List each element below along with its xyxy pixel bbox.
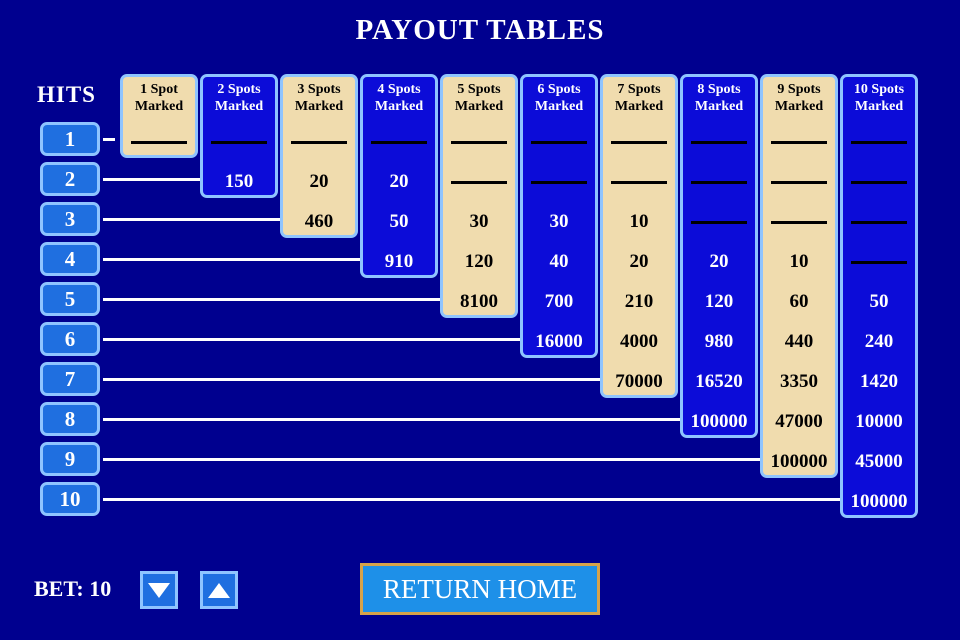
- payout-cell: 30: [469, 211, 489, 232]
- payout-column-3: [280, 74, 358, 238]
- empty-cell-rule: [771, 181, 827, 184]
- payout-cell: 10000: [855, 411, 903, 432]
- connector-line: [103, 338, 520, 341]
- payout-cell: 60: [789, 291, 809, 312]
- payout-column-header: 3 Spots Marked: [294, 82, 344, 114]
- empty-cell-rule: [611, 141, 667, 144]
- payout-cell: 10: [629, 211, 649, 232]
- payout-column-5: [440, 74, 518, 318]
- payout-column-9: [760, 74, 838, 478]
- payout-column-header: 9 Spots Marked: [774, 82, 824, 114]
- payout-cell: 980: [704, 331, 734, 352]
- empty-cell-rule: [851, 261, 907, 264]
- payout-cell: 910: [384, 251, 414, 272]
- empty-cell-rule: [131, 141, 187, 144]
- connector-line: [103, 178, 200, 181]
- connector-line: [103, 378, 600, 381]
- payout-cell: 20: [629, 251, 649, 272]
- hit-button-label: 2: [64, 166, 76, 191]
- hit-button-label: 10: [59, 486, 81, 511]
- payout-cell: 4000: [620, 331, 658, 352]
- payout-cell: 16000: [535, 331, 583, 352]
- payout-column-header: 5 Spots Marked: [454, 82, 504, 114]
- payout-cell: 150: [224, 171, 254, 192]
- hit-button-label: 4: [64, 246, 76, 271]
- hit-button-label: 7: [64, 366, 76, 391]
- bet-decrease-button[interactable]: [140, 571, 178, 609]
- hit-button-5[interactable]: [40, 282, 100, 316]
- payout-cell: 100000: [690, 411, 748, 432]
- payout-column-header: 8 Spots Marked: [694, 82, 744, 114]
- payout-column-2: [200, 74, 278, 198]
- connector-line: [103, 458, 760, 461]
- payout-cell: 40: [549, 251, 569, 272]
- payout-cell: 45000: [855, 451, 903, 472]
- connector-line: [103, 418, 680, 421]
- empty-cell-rule: [771, 141, 827, 144]
- empty-cell-rule: [611, 181, 667, 184]
- payout-column-header: 2 Spots Marked: [214, 82, 264, 114]
- hit-button-7[interactable]: [40, 362, 100, 396]
- payout-column-1: [120, 74, 198, 158]
- payout-column-header: 7 Spots Marked: [614, 82, 664, 114]
- payout-cell: 460: [304, 211, 334, 232]
- hit-button-6[interactable]: [40, 322, 100, 356]
- empty-cell-rule: [451, 181, 507, 184]
- hits-column-label: HITS: [37, 82, 96, 107]
- empty-cell-rule: [691, 221, 747, 224]
- payout-cell: 100000: [770, 451, 828, 472]
- payout-column-10: [840, 74, 918, 518]
- hit-button-label: 9: [64, 446, 76, 471]
- empty-cell-rule: [771, 221, 827, 224]
- empty-cell-rule: [531, 181, 587, 184]
- payout-column-header: 6 Spots Marked: [534, 82, 584, 114]
- hit-button-2[interactable]: [40, 162, 100, 196]
- hit-button-label: 3: [64, 206, 76, 231]
- payout-cell: 440: [784, 331, 814, 352]
- payout-column-6: [520, 74, 598, 358]
- triangle-down-icon: [148, 583, 170, 598]
- empty-cell-rule: [851, 181, 907, 184]
- return-home-button[interactable]: RETURN HOME: [360, 563, 600, 615]
- empty-cell-rule: [851, 221, 907, 224]
- payout-column-header: 10 Spots Marked: [853, 82, 905, 114]
- payout-cell: 16520: [695, 371, 743, 392]
- payout-cell: 210: [624, 291, 654, 312]
- connector-line: [103, 298, 440, 301]
- hit-button-10[interactable]: [40, 482, 100, 516]
- empty-cell-rule: [451, 141, 507, 144]
- empty-cell-rule: [531, 141, 587, 144]
- payout-cell: 8100: [460, 291, 498, 312]
- bet-label: [34, 576, 111, 602]
- hit-button-label: 5: [64, 286, 76, 311]
- hit-button-8[interactable]: [40, 402, 100, 436]
- empty-cell-rule: [371, 141, 427, 144]
- hit-button-4[interactable]: [40, 242, 100, 276]
- payout-column-header: 1 Spot Marked: [134, 82, 184, 114]
- hit-button-3[interactable]: [40, 202, 100, 236]
- connector-line: [103, 218, 280, 221]
- hit-button-1[interactable]: [40, 122, 100, 156]
- empty-cell-rule: [691, 141, 747, 144]
- connector-line: [103, 498, 840, 501]
- connector-line: [103, 258, 360, 261]
- hit-button-label: 8: [64, 406, 76, 431]
- payout-cell: 10: [789, 251, 809, 272]
- connector-line: [103, 138, 115, 141]
- payout-cell: 20: [389, 171, 409, 192]
- hit-button-label: 6: [64, 326, 76, 351]
- payout-column-8: [680, 74, 758, 438]
- empty-cell-rule: [851, 141, 907, 144]
- payout-cell: 700: [544, 291, 574, 312]
- bet-text: BET:: [34, 576, 84, 601]
- payout-cell: 20: [309, 171, 329, 192]
- payout-cell: 120: [704, 291, 734, 312]
- bet-increase-button[interactable]: [200, 571, 238, 609]
- payout-cell: 1420: [860, 371, 898, 392]
- payout-column-7: [600, 74, 678, 398]
- payout-cell: 120: [464, 251, 494, 272]
- page-title: PAYOUT TABLES: [355, 14, 605, 46]
- payout-cell: 70000: [615, 371, 663, 392]
- empty-cell-rule: [691, 181, 747, 184]
- payout-cell: 3350: [780, 371, 818, 392]
- bet-value: 10: [89, 576, 112, 601]
- empty-cell-rule: [291, 141, 347, 144]
- empty-cell-rule: [211, 141, 267, 144]
- payout-cell: 50: [869, 291, 889, 312]
- payout-cell: 50: [389, 211, 409, 232]
- triangle-up-icon: [208, 583, 230, 598]
- payout-column-4: [360, 74, 438, 278]
- hit-button-label: 1: [64, 126, 76, 151]
- payout-cell: 100000: [850, 491, 908, 512]
- hit-button-9[interactable]: [40, 442, 100, 476]
- payout-cell: 30: [549, 211, 569, 232]
- payout-cell: 240: [864, 331, 894, 352]
- payout-column-header: 4 Spots Marked: [374, 82, 424, 114]
- payout-cell: 47000: [775, 411, 823, 432]
- payout-cell: 20: [709, 251, 729, 272]
